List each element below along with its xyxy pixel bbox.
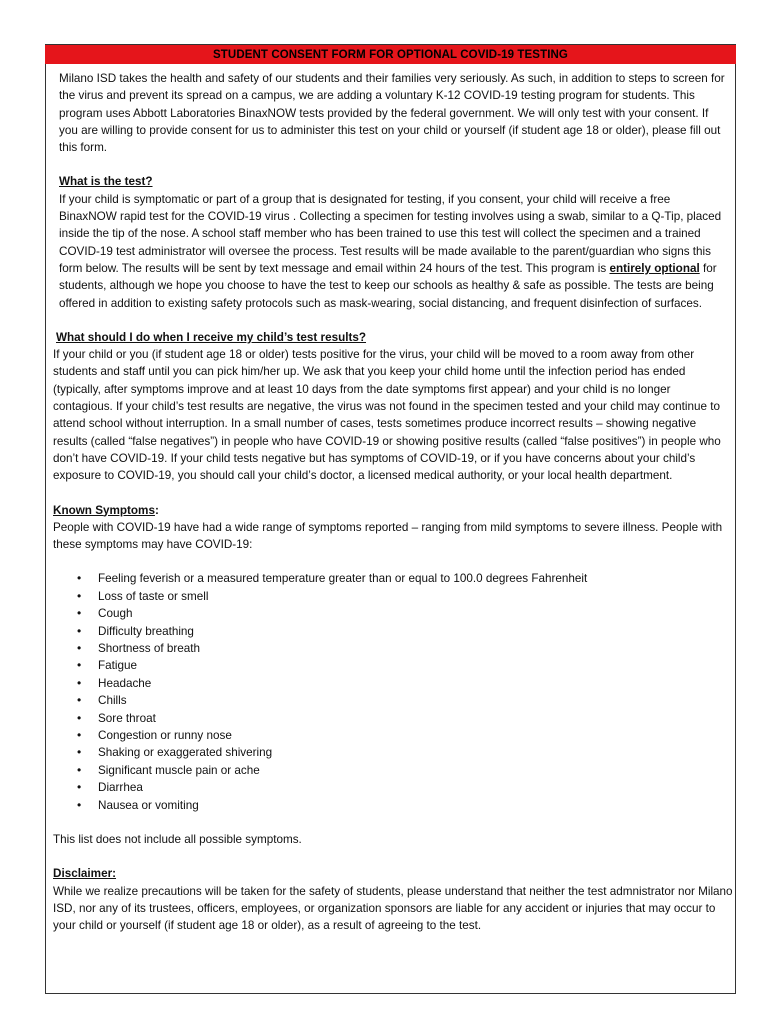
bullet-icon: • <box>77 623 82 638</box>
symptoms-heading-colon: : <box>154 503 159 517</box>
disclaimer-section <box>53 865 733 934</box>
symptoms-heading-line <box>53 502 733 519</box>
symptom-item <box>77 744 733 761</box>
bullet-icon: • <box>77 780 82 795</box>
symptom-text: Feeling feverish or a measured temperature greater than or equal to 100.0 degrees Fahrenheit <box>98 572 588 586</box>
bullet-icon: • <box>77 641 82 656</box>
symptom-text: Nausea or vomiting <box>98 798 199 812</box>
symptom-text: Significant muscle pain or ache <box>98 763 260 777</box>
symptom-item <box>77 710 733 727</box>
symptom-text: Fatigue <box>98 659 137 673</box>
symptom-item <box>77 570 733 587</box>
symptom-text: Shaking or exaggerated shivering <box>98 746 273 760</box>
symptom-item <box>77 727 733 744</box>
intro-section <box>53 70 733 156</box>
bullet-icon: • <box>77 728 82 743</box>
bullet-icon: • <box>77 658 82 673</box>
symptom-item <box>77 675 733 692</box>
symptom-item <box>77 623 733 640</box>
what-is-test-section <box>53 173 733 311</box>
entirely-optional-emphasis: entirely optional <box>609 261 700 275</box>
symptom-text: Loss of taste or smell <box>98 589 209 603</box>
bullet-icon: • <box>77 710 82 725</box>
symptom-text: Chills <box>98 694 127 708</box>
bullet-icon: • <box>77 675 82 690</box>
form-title: STUDENT CONSENT FORM FOR OPTIONAL COVID-19 TESTING <box>213 48 568 61</box>
results-heading: What should I do when I receive my child’s test results? <box>56 330 367 344</box>
disclaimer-paragraph: While we realize precautions will be taken for the safety of students, please understand that neither the test admnistrator nor Milano ISD, nor any of its trustees, officers, employees, or organization sponsors are liable for any accident or injuries that may occur to your child or yourself (if student age 18 or older), as a result of agreeing to the test. <box>53 884 733 933</box>
symptom-text: Sore throat <box>98 711 156 725</box>
symptom-text: Headache <box>98 676 152 690</box>
bullet-icon: • <box>77 762 82 777</box>
bullet-icon: • <box>77 571 82 586</box>
results-section <box>53 329 733 485</box>
symptom-text: Shortness of breath <box>98 642 201 656</box>
symptoms-section <box>53 502 733 849</box>
intro-paragraph: Milano ISD takes the health and safety of our students and their families very seriously. As such, in addition to steps to screen for the virus and prevent its spread on a campus, we are adding a voluntary K-12 COVID-19 testing program for students. This program uses Abbott Laboratories BinaxNOW tests provided by the federal government. We will only test with your consent. If you are willing to provide consent for us to administer this test on your child or yourself (if student age 18 or older), please fill out this form. <box>59 72 725 155</box>
symptoms-intro: People with COVID-19 have had a wide range of symptoms reported – ranging from mild symptoms to severe illness. People with these symptoms may have COVID-19: <box>53 520 723 552</box>
symptom-item <box>77 797 733 814</box>
symptom-text: Congestion or runny nose <box>98 729 232 743</box>
symptom-text: Difficulty breathing <box>98 624 194 638</box>
bullet-icon: • <box>77 797 82 812</box>
symptom-list <box>53 570 733 814</box>
results-paragraph: If your child or you (if student age 18 or older) tests positive for the virus, your child will be moved to a room away from other students and staff until you can pick him/her up. We ask that you keep your child home until the infection period has ended (typically, after symptoms improve and at least 10 days from the date symptoms first appear) and your child is no longer contagious. If your child’s test results are negative, the virus was not found in the specimen tested and your child may continue to attend school without interruption. In a small number of cases, tests sometimes produce incorrect results – showing negative results (called “false negatives”) in people who have COVID-19 or showing positive results (called “false positives”) in people who don’t have COVID-19. If your child tests negative but has symptoms of COVID-19, or if you have concerns about your child’s exposure to COVID-19, you should call your child’s doctor, a licensed medical authority, or your local health department. <box>53 348 721 483</box>
symptom-text: Cough <box>98 607 133 621</box>
bullet-icon: • <box>77 606 82 621</box>
what-is-test-text-start: If your child is symptomatic or part of a group that is designated for testing, if you consent, your child will receive a free BinaxNOW rapid test for the COVID-19 virus . Collecting a specimen for testing involves using a swab, similar to a Q-Tip, placed inside the tip of the nose. A school staff member who has been trained to use this test will collect the specimen and a trained COVID-19 test administrator will oversee the process. Test results will be made available to the parent/guardian who signs this form below. The results will be sent by text message and email within 24 hours of the test. This program is <box>59 192 722 275</box>
what-is-test-heading: What is the test? <box>59 175 153 189</box>
symptom-item <box>77 640 733 657</box>
symptom-item <box>77 605 733 622</box>
form-title-banner <box>45 44 736 64</box>
bullet-icon: • <box>77 588 82 603</box>
symptoms-heading: Known Symptoms <box>53 503 155 517</box>
form-body <box>53 70 733 935</box>
what-is-test-paragraph <box>59 191 729 312</box>
symptom-text: Diarrhea <box>98 781 143 795</box>
symptom-item <box>77 657 733 674</box>
symptom-item <box>77 692 733 709</box>
symptom-item <box>77 588 733 605</box>
disclaimer-heading: Disclaimer: <box>53 867 117 881</box>
symptoms-note: This list does not include all possible symptoms. <box>53 833 302 847</box>
bullet-icon: • <box>77 693 82 708</box>
bullet-icon: • <box>77 745 82 760</box>
symptom-item <box>77 762 733 779</box>
what-is-test-text-end: for students, although we hope you choose to have the test to keep our schools as healthy & safe as possible. The tests are being offered in addition to existing safety protocols such as mask-wearing, social distancing, and frequent disinfection of surfaces. <box>59 261 717 310</box>
symptom-item <box>77 779 733 796</box>
